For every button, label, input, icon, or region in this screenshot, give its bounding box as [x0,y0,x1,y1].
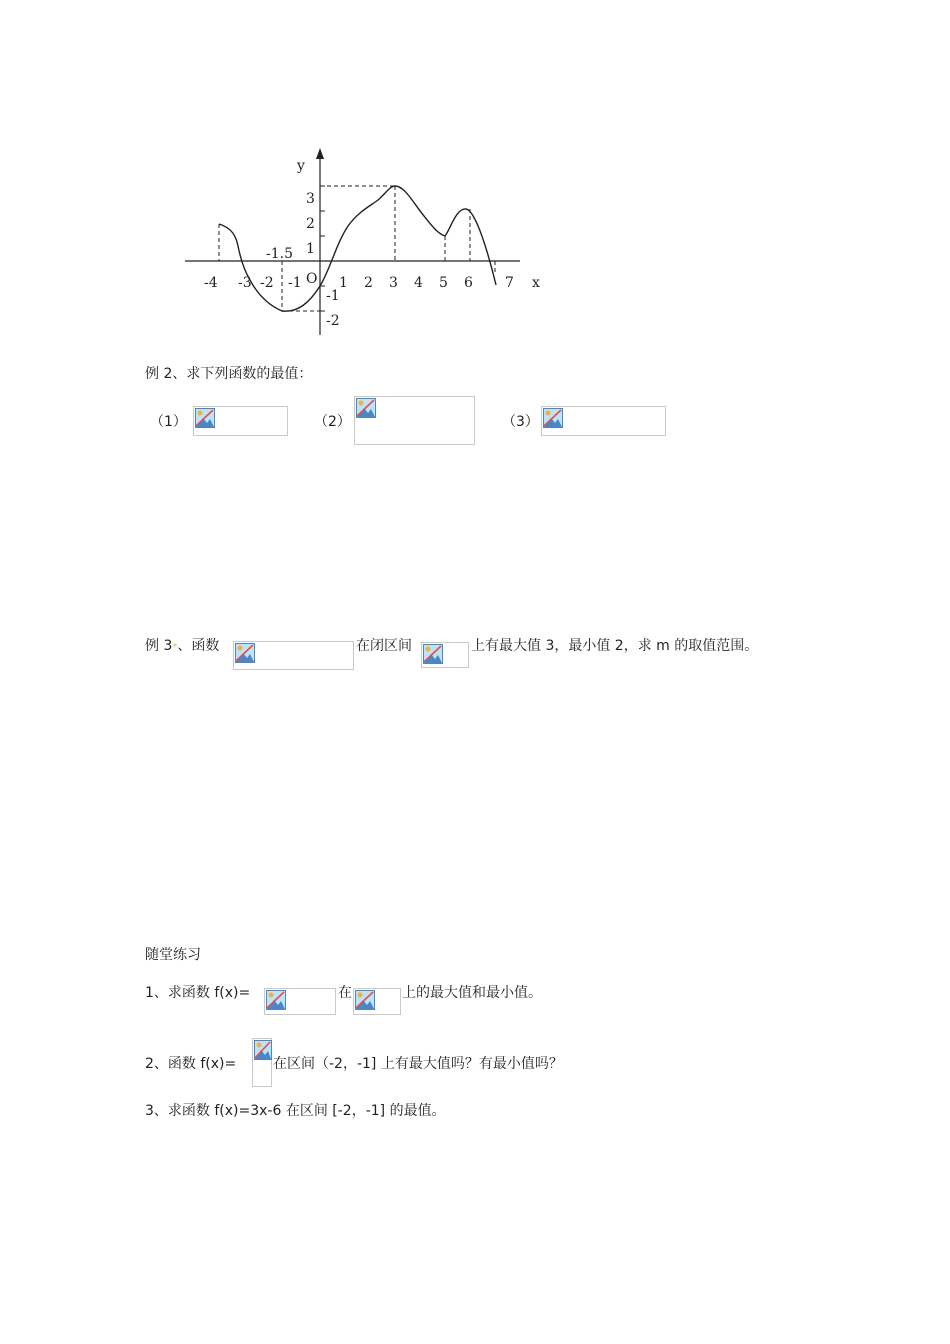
broken-image-icon [235,643,255,663]
star-mark: * [172,642,178,653]
x-tick: -4 [204,275,218,291]
broken-image-icon [266,990,286,1010]
example2-item1-label: （1） [150,414,187,430]
example3-text-start: 例 3*、函数 [145,638,220,654]
formula-image-placeholder [252,1038,272,1087]
x-tick: 6 [464,275,473,291]
x-tick: -3 [238,275,252,291]
example3-text-mid: 在闭区间 [356,638,412,654]
broken-image-icon [356,398,376,418]
x-tick: 1 [339,275,348,291]
x-tick: 4 [414,275,423,291]
x-tick: 2 [364,275,373,291]
practice-q1-mid: 在 [338,985,352,1001]
formula-image-placeholder [264,988,336,1015]
broken-image-icon [195,408,215,428]
y-axis-arrow [316,148,324,159]
x-tick: -2 [260,275,274,291]
practice-q3: 3、求函数 f(x)=3x-6 在区间 [-2，-1] 的最值。 [145,1103,446,1119]
x-tick-labels [204,275,514,291]
example2-item3-label: （3） [502,414,539,430]
annotation-label: -1.5 [266,246,293,262]
function-curve [219,186,496,311]
broken-image-icon [543,408,563,428]
y-tick: -1 [326,288,340,304]
formula-image-placeholder [541,406,666,436]
y-axis-label: y [297,158,305,174]
y-tick: -2 [326,313,340,329]
x-axis-label: x [532,275,540,291]
example2-item2-label: （2） [314,414,351,430]
practice-heading: 随堂练习 [145,947,201,963]
broken-image-icon [423,644,443,664]
y-tick: 1 [306,241,315,257]
example2-heading: 例 2、求下列函数的最值： [145,366,313,382]
formula-image-placeholder [193,406,288,436]
practice-q1-prefix: 1、求函数 f(x)= [145,985,251,1001]
y-tick: 3 [306,191,315,207]
origin-label: O [306,271,318,287]
broken-image-icon [254,1040,272,1060]
formula-image-placeholder [354,396,475,445]
y-tick: 2 [306,216,315,232]
y-tick-labels [306,191,340,329]
practice-q2-prefix: 2、函数 f(x)= [145,1056,237,1072]
example3-text-end: 上有最大值 3，最小值 2，求 m 的取值范围。 [471,638,759,654]
x-tick: 3 [389,275,398,291]
practice-q1-suffix: 上的最大值和最小值。 [402,985,542,1001]
broken-image-icon [355,990,375,1010]
interval-image-placeholder [421,642,469,668]
function-graph [180,140,560,340]
x-tick: 7 [505,275,514,291]
x-tick: -1 [288,275,302,291]
practice-q2-suffix: 在区间（-2，-1] 上有最大值吗？有最小值吗？ [273,1056,563,1072]
formula-image-placeholder [233,641,354,670]
x-tick: 5 [439,275,448,291]
interval-image-placeholder [353,988,401,1015]
